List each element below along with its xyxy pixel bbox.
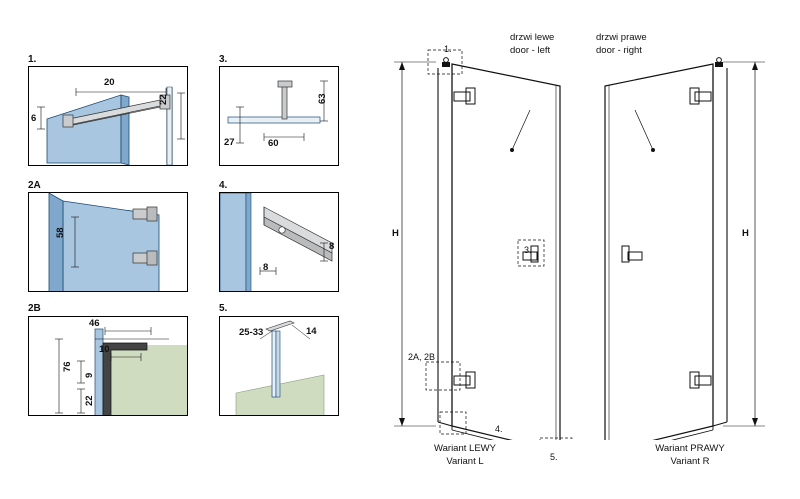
panel-5-drawing <box>220 317 339 416</box>
right-door-title-pl: drzwi prawe <box>596 32 647 43</box>
panel-5-dim-14: 14 <box>306 326 317 337</box>
left-door-title-en: door - left <box>510 45 551 56</box>
right-variant-pl: Wariant PRAWY <box>655 443 725 454</box>
panel-5-dim-25-33: 25-33 <box>239 327 264 338</box>
panel-2a-drawing <box>29 193 188 292</box>
panel-2b-dim-22: 22 <box>84 395 95 406</box>
left-door-drawing <box>390 40 590 440</box>
panel-2b-drawing <box>29 317 188 416</box>
panel-3-drawing <box>220 67 339 166</box>
right-door-title-en: door - right <box>596 45 642 56</box>
panel-5-number: 5. <box>219 303 228 314</box>
panel-2b-dim-9: 9 <box>84 372 95 378</box>
panel-2a-dim-58: 58 <box>55 227 66 238</box>
callout-2a2b-label: 2A, 2B <box>408 352 436 362</box>
detail-panel-2b <box>28 316 188 416</box>
panel-4-drawing <box>220 193 339 292</box>
panel-3-number: 3. <box>219 54 228 65</box>
panel-2b-dim-10: 10 <box>99 344 110 355</box>
panel-4-dim-8-horizontal: 8 <box>263 262 269 273</box>
panel-2b-dim-46: 46 <box>89 318 100 329</box>
right-door-height-label: H <box>742 228 749 239</box>
panel-2b-dim-76: 76 <box>62 361 73 372</box>
callout-5-label: 5. <box>550 452 558 462</box>
panel-1-dim-20: 20 <box>104 77 115 88</box>
panel-1-dim-22: 22 <box>158 94 169 105</box>
detail-panel-2a <box>28 192 188 292</box>
left-door-title-pl: drzwi lewe <box>510 32 555 43</box>
detail-panel-5 <box>219 316 339 416</box>
panel-1-dim-6: 6 <box>31 113 37 124</box>
detail-panel-3 <box>219 66 339 166</box>
panel-3-dim-60: 60 <box>268 138 279 149</box>
panel-1-number: 1. <box>28 54 37 65</box>
panel-4-number: 4. <box>219 180 228 191</box>
callout-1-label: 1. <box>444 44 452 54</box>
left-variant-pl: Wariant LEWY <box>434 443 496 454</box>
right-door-svg <box>595 40 770 440</box>
right-door-drawing <box>595 40 770 440</box>
right-variant-en: Variant R <box>670 456 710 467</box>
left-door-height-label: H <box>392 228 399 239</box>
panel-3-dim-27: 27 <box>224 137 235 148</box>
panel-4-dim-8-vertical: 8 <box>329 241 335 252</box>
panel-3-dim-63: 63 <box>317 93 328 104</box>
panel-2a-number: 2A <box>28 180 41 191</box>
detail-panel-4 <box>219 192 339 292</box>
panel-2b-number: 2B <box>28 303 41 314</box>
callout-3-label: 3. <box>524 245 532 255</box>
left-door-svg <box>390 40 590 440</box>
callout-4-label: 4. <box>495 424 503 434</box>
left-variant-en: Variant L <box>446 456 484 467</box>
